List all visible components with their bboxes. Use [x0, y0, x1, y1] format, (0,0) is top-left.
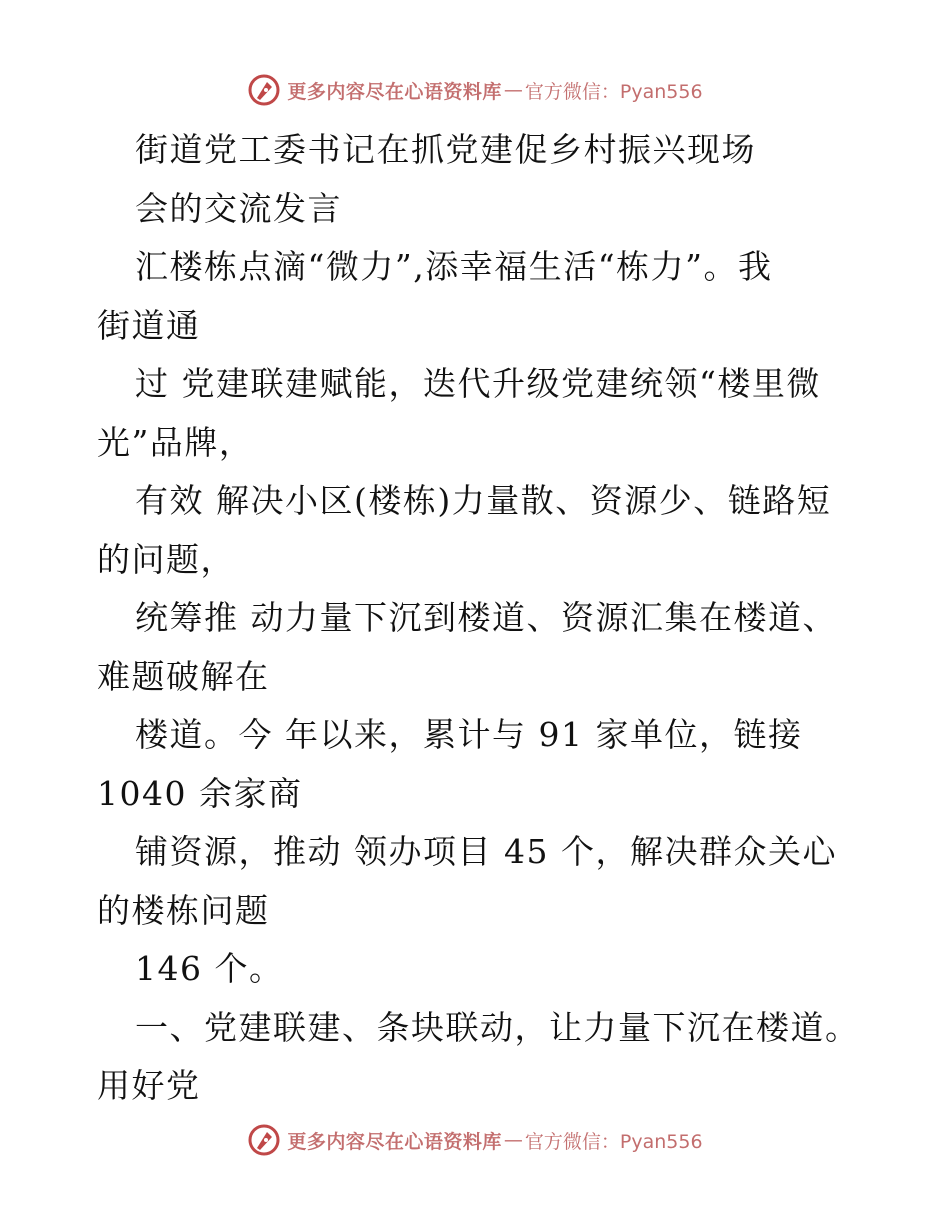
text-line: 用好党	[97, 1066, 201, 1105]
watermark-separator: —	[503, 79, 523, 101]
text-line: 146 个。	[135, 949, 284, 988]
text-line: 的问题，	[97, 539, 235, 579]
pen-nib-circle-icon	[247, 73, 281, 107]
text-line: 汇楼栋点滴“微力”,添幸福生活“栋力”。我	[135, 247, 773, 286]
text-line: 的楼栋问题	[97, 890, 270, 930]
watermark-account: 官方微信：Pyan556	[524, 1130, 703, 1153]
text-line: 1040 余家商	[97, 773, 303, 813]
text-line: 楼道。今 年以来，累计与 91 家单位，链接	[135, 715, 803, 754]
watermark-account: 官方微信：Pyan556	[524, 80, 703, 103]
text-line: 街道通	[97, 305, 201, 345]
text-line: 光”品牌，	[97, 422, 254, 462]
text-line: 有效 解决小区(楼栋)力量散、资源少、链路短	[135, 481, 832, 520]
text-line: 街道党工委书记在抓党建促乡村振兴现场	[135, 130, 756, 169]
pen-nib-circle-icon	[247, 1123, 281, 1157]
text-line: 过 党建联建赋能，迭代升级党建统领“楼里微	[135, 364, 821, 403]
text-line: 铺资源，推动 领办项目 45 个，解决群众关心	[135, 832, 837, 871]
footer-watermark	[0, 1120, 950, 1160]
text-line: 难题破解在	[97, 656, 270, 696]
text-line: 统筹推 动力量下沉到楼道、资源汇集在楼道、	[135, 598, 837, 637]
header-watermark	[0, 70, 950, 110]
text-line: 会的交流发言	[135, 188, 342, 228]
watermark-text: 更多内容尽在心语资料库	[287, 80, 502, 103]
text-line: 一、党建联建、条块联动，让力量下沉在楼道。	[135, 1007, 860, 1047]
watermark-separator: —	[503, 1129, 523, 1151]
document-body	[97, 121, 860, 1116]
watermark-text: 更多内容尽在心语资料库	[287, 1130, 502, 1153]
